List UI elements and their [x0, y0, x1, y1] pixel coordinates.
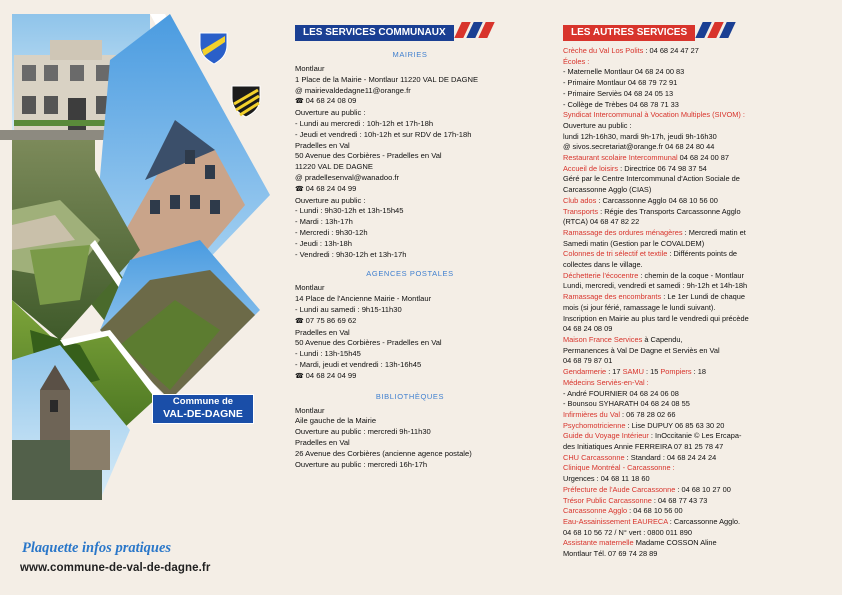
service-name: Psychomotricienne: [563, 420, 626, 430]
service-detail: : 04 68 77 43 73: [651, 495, 708, 505]
info-line: [295, 184, 525, 196]
service-line: [563, 260, 823, 271]
info-line: [295, 228, 525, 239]
service-detail: : 17: [606, 367, 623, 377]
service-name: Accueil de loisirs: [563, 163, 619, 173]
service-detail: : Régie des Transports Carcassonne Agglo: [598, 206, 741, 216]
service-detail: 04 68 79 87 01: [563, 356, 613, 366]
info-line: [295, 206, 525, 217]
service-detail: Samedi matin (Gestion par le COVALDEM): [563, 238, 705, 248]
info-text: - Mardi, jeudi et vendredi : 13h-16h45: [295, 359, 422, 369]
service-line: [563, 453, 823, 464]
info-text: Montlaur: [295, 283, 325, 293]
header-stripes: [458, 22, 494, 38]
info-text: 14 Place de l'Ancienne Mairie - Montlaur: [295, 294, 432, 304]
service-detail: mois (si jour férié, ramassage le lundi suivant).: [563, 302, 716, 312]
info-text: Montlaur: [295, 405, 325, 415]
photo-collage: [0, 0, 280, 595]
mairies-list: [295, 64, 525, 260]
service-line: [563, 271, 823, 282]
service-line: [563, 185, 823, 196]
service-name: Assistante maternelle: [563, 538, 634, 548]
service-detail: Urgences : 04 68 11 18 60: [563, 474, 650, 484]
service-name: Restaurant scolaire Intercommunal: [563, 153, 678, 163]
service-detail: : 06 78 28 02 66: [619, 409, 676, 419]
info-text: 1 Place de la Mairie - Montlaur 11220 VAL DE DAGNE: [295, 74, 479, 84]
service-line: [563, 474, 823, 485]
info-line: [295, 196, 525, 207]
service-line: [563, 421, 823, 432]
service-detail: : Carcassonne Agglo.: [667, 516, 741, 526]
info-line: [295, 360, 525, 371]
service-name: Colonnes de tri sélectif et textile: [563, 249, 668, 259]
info-text: @ mairievaldedagne11@orange.fr: [295, 85, 411, 95]
service-detail: - Bounsou SYHARATH 04 68 24 08 55: [563, 399, 690, 409]
info-text: Montlaur: [295, 64, 325, 73]
service-line: [563, 110, 823, 121]
info-text: - Jeudi : 13h-18h: [295, 238, 352, 248]
service-line: [563, 249, 823, 260]
service-line: [563, 517, 823, 528]
service-detail: - Maternelle Montlaur 04 68 24 00 83: [563, 67, 685, 77]
service-detail: : Carcassonne Agglo 04 68 10 56 00: [596, 195, 718, 205]
biblio-list: [295, 406, 525, 471]
info-line: [295, 119, 525, 130]
info-line: [295, 108, 525, 119]
service-line: [563, 442, 823, 453]
service-detail: : Le 1er Lundi de chaque: [661, 292, 746, 302]
service-name: Trésor Public Carcassonne: [563, 495, 652, 505]
service-name: Carcassonne Agglo: [563, 506, 628, 516]
info-line: [295, 416, 525, 427]
info-line: [295, 130, 525, 141]
info-line: [295, 305, 525, 316]
service-line: [563, 485, 823, 496]
service-detail: : 15: [643, 367, 661, 377]
info-line: [295, 449, 525, 460]
service-line: [563, 538, 823, 549]
service-line: [563, 89, 823, 100]
service-detail: Inscription en Mairie au plus tard le vendredi qui précède: [563, 313, 749, 323]
info-line: [295, 338, 525, 349]
service-name: Transports: [563, 206, 599, 216]
info-line: [295, 371, 525, 383]
other-services-list: [563, 46, 823, 560]
info-text: 50 Avenue des Corbières - Pradelles en Val: [295, 338, 442, 348]
info-line: [295, 328, 525, 339]
service-name: Infirmières du Val: [563, 409, 620, 419]
info-line: [295, 75, 525, 86]
agences-list: [295, 283, 525, 382]
communal-services-title: LES SERVICES COMMUNAUX: [295, 25, 454, 41]
service-line: [563, 100, 823, 111]
mairies-heading: MAIRIES: [392, 50, 428, 59]
service-line: [563, 506, 823, 517]
service-line: [563, 335, 823, 346]
service-line: [563, 410, 823, 421]
service-detail: - Collège de Trèbes 04 68 78 71 33: [563, 99, 679, 109]
service-line: [563, 196, 823, 207]
info-text: 11220 VAL DE DAGNE: [295, 162, 373, 172]
info-text: @ pradellesenval@wanadoo.fr: [295, 172, 400, 182]
service-detail: des Initiatiques Annie FERREIRA 07 81 25 78 47: [563, 442, 724, 452]
info-line: [295, 349, 525, 360]
service-line: [563, 314, 823, 325]
service-detail: lundi 12h-16h30, mardi 9h-17h, jeudi 9h-16h30: [563, 131, 717, 141]
other-services-column: [563, 22, 823, 560]
service-line: [563, 46, 823, 57]
info-line: [295, 217, 525, 228]
info-line: [295, 64, 525, 75]
info-line: [295, 283, 525, 294]
service-name: Syndicat Intercommunal à Vocation Multiples (SIVOM) :: [563, 110, 745, 120]
service-name: Gendarmerie: [563, 367, 607, 377]
info-text: Pradelles en Val: [295, 140, 350, 150]
service-detail: 04 68 24 08 09: [563, 324, 613, 334]
info-text: Pradelles en Val: [295, 437, 350, 447]
brochure-tagline: Plaquette infos pratiques: [22, 540, 172, 556]
service-detail: : 04 68 24 47 27: [643, 46, 699, 55]
service-name: Club ados: [563, 195, 597, 205]
service-detail: Ouverture au public :: [563, 120, 632, 130]
service-line: [563, 356, 823, 367]
service-detail: Lundi, mercredi, vendredi et samedi : 9h-12h et 14h-18h: [563, 281, 748, 291]
info-text: - Lundi : 13h-15h45: [295, 349, 361, 359]
service-line: [563, 292, 823, 303]
service-line: [563, 67, 823, 78]
info-text: 04 68 24 08 09: [305, 96, 357, 106]
service-detail: : Différents points de: [667, 249, 738, 259]
service-name: Écoles :: [563, 56, 590, 66]
phone-icon: ☎: [295, 317, 306, 325]
service-detail: : chemin de la coque - Montlaur: [638, 270, 744, 280]
service-detail: 04 68 24 00 87: [677, 153, 729, 163]
info-text: Pradelles en Val: [295, 327, 350, 337]
service-line: [563, 281, 823, 292]
info-text: - Jeudi et vendredi : 10h-12h et sur RDV de 17h-18h: [295, 129, 472, 139]
service-detail: : Mercredi matin et: [682, 227, 746, 237]
service-line: [563, 57, 823, 68]
info-line: [295, 427, 525, 438]
service-line: [563, 346, 823, 357]
phone-icon: ☎: [295, 372, 306, 380]
info-line: [295, 86, 525, 97]
service-name: Maison France Services: [563, 334, 643, 344]
info-line: [295, 141, 525, 152]
service-line: [563, 528, 823, 539]
info-text: Aile gauche de la Mairie: [295, 416, 377, 426]
commune-label-line2: VAL-DE-DAGNE: [163, 408, 243, 420]
service-name: Ramassage des encombrants: [563, 292, 662, 302]
info-text: Ouverture au public :: [295, 195, 366, 205]
info-text: 04 68 24 04 99: [305, 370, 357, 380]
service-detail: : Lise DUPUY 06 85 63 30 20: [625, 420, 725, 430]
service-name: Clinique Montréal - Carcassonne :: [563, 463, 675, 473]
info-line: [295, 438, 525, 449]
service-line: [563, 463, 823, 474]
service-detail: Montlaur Tél. 07 69 74 28 89: [563, 549, 658, 559]
info-line: [295, 173, 525, 184]
service-line: [563, 389, 823, 400]
info-line: [295, 239, 525, 250]
service-detail: : Standard : 04 68 24 24 24: [624, 452, 717, 462]
phone-icon: ☎: [295, 185, 306, 193]
info-text: 26 Avenue des Corbières (ancienne agence postale): [295, 448, 472, 458]
service-line: [563, 207, 823, 218]
service-name: Déchetterie l'écocentre: [563, 270, 639, 280]
info-line: [295, 151, 525, 162]
service-detail: - Primaire Montlaur 04 68 79 72 91: [563, 78, 678, 88]
service-detail: collectes dans le village.: [563, 260, 643, 270]
info-text: - Mercredi : 9h30-12h: [295, 227, 368, 237]
service-detail: : 04 68 10 27 00: [675, 484, 731, 494]
service-name: Ramassage des ordures ménagères: [563, 227, 683, 237]
info-text: Ouverture au public :: [295, 108, 366, 118]
service-detail: : InOccitanie © Les Ercapa-: [648, 431, 742, 441]
service-detail: à Capendu,: [642, 334, 683, 344]
service-line: [563, 324, 823, 335]
info-text: - Lundi : 9h30-12h et 13h-15h45: [295, 206, 404, 216]
service-detail: Carcassonne Agglo (CIAS): [563, 185, 652, 195]
info-line: [295, 96, 525, 108]
service-line: [563, 399, 823, 410]
service-detail: : 18: [691, 367, 706, 377]
service-line: [563, 496, 823, 507]
service-line: [563, 303, 823, 314]
header-stripes: [699, 22, 735, 38]
service-detail: Madame COSSON Aline: [633, 538, 717, 548]
info-text: 04 68 24 04 99: [305, 183, 357, 193]
service-name: CHU Carcassonne: [563, 452, 625, 462]
info-line: [295, 316, 525, 328]
service-line: [563, 132, 823, 143]
service-line: [563, 367, 823, 378]
service-line: [563, 239, 823, 250]
service-detail: @ sivos.secretariat@orange.fr 04 68 24 80 44: [563, 142, 715, 152]
service-line: [563, 549, 823, 560]
other-services-title: LES AUTRES SERVICES: [563, 25, 695, 41]
service-detail: Permanences à Val De Dagne et Serviès en Val: [563, 345, 720, 355]
info-line: [295, 162, 525, 173]
service-line: [563, 78, 823, 89]
info-line: [295, 406, 525, 417]
service-line: [563, 164, 823, 175]
info-text: - Lundi au mercredi : 10h-12h et 17h-18h: [295, 118, 434, 128]
info-line: [295, 460, 525, 471]
service-line: [563, 431, 823, 442]
service-line: [563, 228, 823, 239]
communal-services-column: [295, 22, 525, 470]
info-line: [295, 250, 525, 261]
service-detail: - André FOURNIER 04 68 24 06 08: [563, 388, 679, 398]
info-text: Ouverture au public : mercredi 9h-11h30: [295, 427, 431, 437]
biblio-heading: BIBLIOTHÈQUES: [375, 391, 445, 401]
service-detail: (RTCA) 04 68 47 82 22: [563, 217, 640, 227]
service-line: [563, 174, 823, 185]
service-detail: - Primaire Serviès 04 68 24 05 13: [563, 88, 674, 98]
website-link[interactable]: www.commune-de-val-de-dagne.fr: [20, 562, 211, 574]
agences-heading: AGENCES POSTALES: [366, 269, 454, 279]
service-name: Préfecture de l'Aude Carcassonne: [563, 484, 676, 494]
service-line: [563, 121, 823, 132]
info-line: [295, 294, 525, 305]
service-detail: : 04 68 10 56 00: [627, 506, 683, 516]
commune-label: [152, 394, 254, 424]
service-name: Médecins Serviès-en-Val :: [563, 377, 649, 387]
info-text: Ouverture au public : mercredi 16h-17h: [295, 459, 428, 469]
service-detail: 04 68 10 56 72 / N° vert : 0800 011 890: [563, 527, 692, 537]
phone-icon: ☎: [295, 98, 306, 106]
service-detail: : Directrice 06 74 98 37 54: [618, 163, 707, 173]
service-name: Guide du Voyage Intérieur: [563, 431, 649, 441]
info-text: 50 Avenue des Corbières - Pradelles en Val: [295, 151, 442, 161]
service-name: SAMU: [622, 367, 644, 377]
info-text: - Vendredi : 9h30-12h et 13h-17h: [295, 249, 407, 259]
service-line: [563, 378, 823, 389]
service-line: [563, 153, 823, 164]
service-line: [563, 142, 823, 153]
info-text: - Lundi au samedi : 9h15-11h30: [295, 304, 402, 314]
service-name: Eau-Assainissement EAURECA: [563, 516, 668, 526]
service-detail: Géré par le Centre Intercommunal d'Action Sociale de: [563, 174, 740, 184]
info-text: - Mardi : 13h-17h: [295, 217, 353, 227]
info-text: 07 75 86 69 62: [305, 315, 357, 325]
service-name: Pompiers: [660, 367, 692, 377]
service-line: [563, 217, 823, 228]
service-name: Crèche du Val Los Polits: [563, 46, 644, 55]
commune-label-line1: Commune de: [172, 396, 234, 407]
